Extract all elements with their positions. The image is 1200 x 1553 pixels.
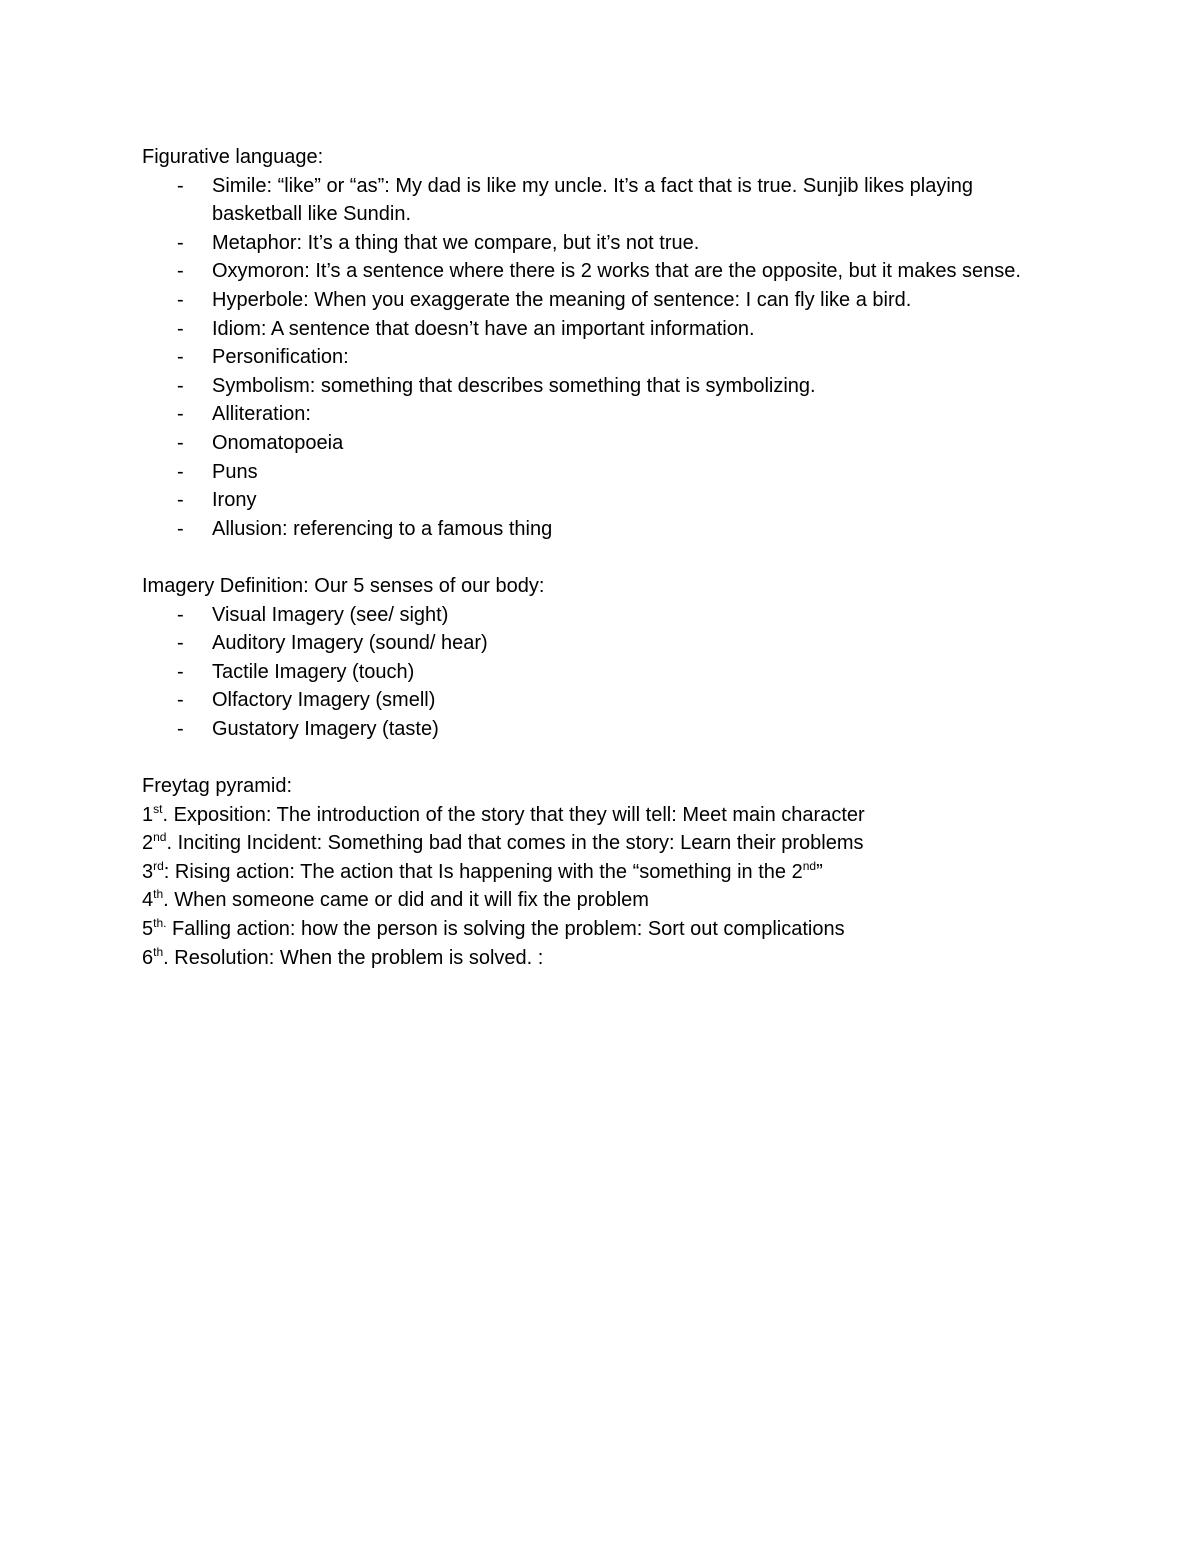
list-item-text: Idiom: A sentence that doesn’t have an important information. — [212, 317, 755, 340]
list-item — [142, 486, 1062, 515]
step-text: . Exposition: The introduction of the story that they will tell: Meet main character — [162, 803, 865, 826]
list-item-text: Allusion: referencing to a famous thing — [212, 517, 553, 540]
step-text: . Resolution: When the problem is solved. : — [163, 946, 544, 969]
list-item-text: Gustatory Imagery (taste) — [212, 717, 439, 740]
list-item-text: Personification: — [212, 346, 349, 369]
dash-bullet: - — [177, 288, 184, 311]
list-item-text: Oxymoron: It’s a sentence where there is 2 works that are the opposite, but it makes sense. — [212, 260, 1021, 283]
list-item-text: Metaphor: It’s a thing that we compare, but it’s not true. — [212, 231, 700, 254]
list-item-text: Alliteration: — [212, 403, 311, 426]
list-item — [142, 601, 1062, 630]
dash-bullet: - — [177, 403, 184, 426]
list-item-text: Tactile Imagery (touch) — [212, 660, 415, 683]
list-item — [142, 257, 1062, 286]
step-ordinal: th. — [153, 916, 167, 931]
freytag-step-3 — [142, 858, 1062, 887]
list-item-text: Irony — [212, 489, 257, 512]
document-page — [142, 143, 1062, 972]
step-text-tail: ” — [816, 860, 823, 883]
dash-bullet: - — [177, 660, 184, 683]
freytag-step-4 — [142, 886, 1062, 915]
dash-bullet: - — [177, 632, 184, 655]
step-text: : Rising action: The action that Is happening with the “something in the 2 — [163, 860, 803, 883]
step-ordinal: nd — [153, 830, 167, 845]
freytag-heading: Freytag pyramid: — [142, 775, 293, 798]
blank-line — [142, 743, 1062, 772]
list-item — [142, 343, 1062, 372]
freytag-step-5 — [142, 915, 1062, 944]
step-text: . Inciting Incident: Something bad that comes in the story: Learn their problems — [166, 832, 864, 855]
dash-bullet: - — [177, 603, 184, 626]
list-item-text: Simile: “like” or “as”: My dad is like my uncle. It’s a fact that is true. Sunjib likes playing basketball like Sundin. — [212, 174, 974, 226]
step-ordinal: st — [153, 801, 163, 816]
list-item — [142, 315, 1062, 344]
freytag-step-1 — [142, 801, 1062, 830]
dash-bullet: - — [177, 346, 184, 369]
step-number: 2 — [142, 832, 154, 855]
list-item — [142, 515, 1062, 544]
dash-bullet: - — [177, 460, 184, 483]
step-ordinal: th — [153, 887, 164, 902]
list-item — [142, 400, 1062, 429]
list-item — [142, 458, 1062, 487]
dash-bullet: - — [177, 431, 184, 454]
freytag-step-2 — [142, 829, 1062, 858]
list-item — [142, 686, 1062, 715]
list-item — [142, 172, 1062, 229]
step-inline-ordinal: nd — [802, 858, 817, 873]
list-item-text: Olfactory Imagery (smell) — [212, 689, 436, 712]
list-item — [142, 629, 1062, 658]
step-number: 4 — [142, 889, 154, 912]
list-item — [142, 372, 1062, 401]
list-item — [142, 429, 1062, 458]
imagery-heading: Imagery Definition: Our 5 senses of our body: — [142, 574, 545, 597]
dash-bullet: - — [177, 489, 184, 512]
step-number: 5 — [142, 918, 154, 941]
list-item-text: Puns — [212, 460, 258, 483]
figurative-heading: Figurative language: — [142, 146, 324, 168]
list-item — [142, 715, 1062, 744]
step-number: 6 — [142, 946, 154, 969]
imagery-list — [142, 601, 1062, 744]
step-text: Falling action: how the person is solving the problem: Sort out complications — [166, 918, 845, 941]
list-item-text: Symbolism: something that describes something that is symbolizing. — [212, 374, 816, 397]
step-ordinal: th — [153, 944, 164, 959]
list-item — [142, 658, 1062, 687]
list-item-text: Visual Imagery (see/ sight) — [212, 603, 449, 626]
list-item-text: Hyperbole: When you exaggerate the meaning of sentence: I can fly like a bird. — [212, 288, 912, 311]
dash-bullet: - — [177, 231, 184, 254]
dash-bullet: - — [177, 689, 184, 712]
list-item — [142, 286, 1062, 315]
step-ordinal: rd — [153, 858, 164, 873]
figurative-list — [142, 172, 1062, 544]
blank-line — [142, 543, 1062, 572]
list-item — [142, 229, 1062, 258]
step-text: . When someone came or did and it will fix the problem — [163, 889, 649, 912]
dash-bullet: - — [177, 717, 184, 740]
step-number: 1 — [142, 803, 154, 826]
dash-bullet: - — [177, 317, 184, 340]
list-item-text: Onomatopoeia — [212, 431, 344, 454]
freytag-step-6 — [142, 944, 1062, 973]
step-number: 3 — [142, 860, 154, 883]
dash-bullet: - — [177, 517, 184, 540]
dash-bullet: - — [177, 174, 184, 197]
dash-bullet: - — [177, 374, 184, 397]
list-item-text: Auditory Imagery (sound/ hear) — [212, 632, 488, 655]
dash-bullet: - — [177, 260, 184, 283]
